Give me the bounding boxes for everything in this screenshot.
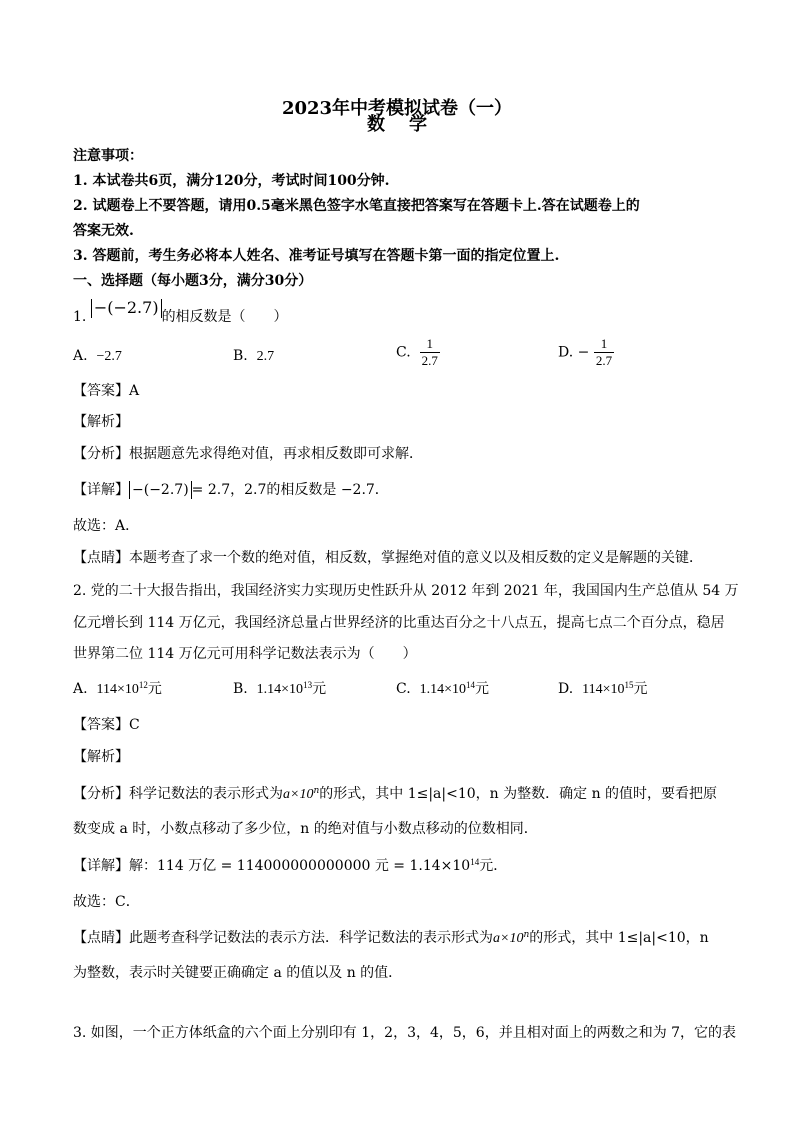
fraction-numerator: 1 xyxy=(426,336,433,351)
text: 的形式，其中 1≤|a|<10，n 为整数．确定 n 的值时，要看把原 xyxy=(319,786,718,802)
section-heading: 一、选择题（每小题3分，满分30分） xyxy=(73,273,313,289)
q1-option-a xyxy=(73,347,122,366)
q2-option-b xyxy=(233,680,326,699)
option-base: 1.14×10 xyxy=(419,682,466,697)
q2-dianjing-line-1 xyxy=(73,929,709,948)
option-base: 114×10 xyxy=(582,682,625,697)
text: 元． xyxy=(479,858,508,874)
option-label: A. xyxy=(73,348,88,364)
q2-stem-line-2: 亿元增长到 114 万亿元，我国经济总量占世界经济的比重达百分之十八点五，提高七点二个百分点，稳居 xyxy=(73,615,725,631)
q1-option-c xyxy=(396,336,440,369)
xiangjie-label: 【详解】 xyxy=(73,482,129,498)
option-exponent: 12 xyxy=(138,680,148,690)
text: 的形式，其中 1≤|a|<10，n xyxy=(529,930,709,946)
notice-item-2: 2. 试题卷上不要答题，请用0.5毫米黑色签字水笔直接把答案写在答题卡上.答在试题卷上的 xyxy=(73,198,640,214)
q3-stem-line-1: 3. 如图，一个正方体纸盒的六个面上分别印有 1，2，3，4，5，6，并且相对面上的两数之和为 7，它的表 xyxy=(73,1025,737,1041)
fraction xyxy=(594,336,614,369)
option-label: C. xyxy=(396,681,411,697)
option-label: B. xyxy=(233,681,248,697)
q1-option-b xyxy=(233,347,274,366)
option-exponent: 13 xyxy=(303,680,313,690)
q2-xiangjie xyxy=(73,857,507,875)
notice-item-1: 1. 本试卷共6页，满分120分，考试时间100分钟. xyxy=(73,173,390,189)
fraction xyxy=(420,336,440,369)
option-unit: 元 xyxy=(312,681,327,697)
q1-dianjing: 【点睛】本题考查了求一个数的绝对值，相反数，掌握绝对值的意义以及相反数的定义是解题的关键． xyxy=(73,550,703,566)
math-exponent: n xyxy=(523,930,530,940)
option-label: D. xyxy=(558,344,574,361)
notice-item-2-cont: 答案无效. xyxy=(73,223,134,239)
notice-heading: 注意事项： xyxy=(73,148,143,164)
question-number: 1. xyxy=(73,309,87,325)
q2-dianjing-line-2: 为整数，表示时关键要正确确定 a 的值以及 n 的值． xyxy=(73,965,403,981)
q2-stem-line-3: 世界第二位 114 万亿元可用科学记数法表示为（ ） xyxy=(73,646,417,662)
option-text: −2.7 xyxy=(96,349,122,364)
q1-fenxi: 【分析】根据题意先求得绝对值，再求相反数即可求解． xyxy=(73,446,423,462)
text: 【分析】科学记数法的表示形式为 xyxy=(73,786,283,802)
xiangjie-rest: = 2.7，2.7的相反数是 −2.7． xyxy=(191,482,389,498)
question-1-suffix: 的相反数是（ ） xyxy=(161,309,288,325)
q2-fenxi-line-1 xyxy=(73,785,717,804)
question-1-stem xyxy=(73,298,288,326)
fraction-denominator: 2.7 xyxy=(421,353,438,368)
math-exponent: 14 xyxy=(470,857,480,867)
subject-title: 数学 xyxy=(367,114,451,135)
q1-guxuan: 故选：A． xyxy=(73,518,140,534)
math-expression: a×10 xyxy=(493,931,524,946)
option-unit: 元 xyxy=(633,681,648,697)
q2-stem-line-1: 2. 党的二十大报告指出，我国经济实力实现历史性跃升从 2012 年到 2021 年，我国国内生产总值从 54 万 xyxy=(73,583,739,599)
q1-option-d xyxy=(558,336,614,369)
q2-option-d xyxy=(558,680,647,699)
abs-expression-inner: −(−2.7) xyxy=(132,482,189,498)
q1-xiangjie xyxy=(73,481,389,499)
notice-item-3: 3. 答题前，考生务必将本人姓名、准考证号填写在答题卡第一面的指定位置上. xyxy=(73,248,560,264)
math-exponent: n xyxy=(313,786,320,796)
q2-option-a xyxy=(73,680,162,699)
q2-option-c xyxy=(396,680,489,699)
option-text: 2.7 xyxy=(256,349,275,364)
q2-fenxi-line-2: 数变成 a 时，小数点移动了多少位，n 的绝对值与小数点移动的位数相同． xyxy=(73,821,538,837)
option-base: 114×10 xyxy=(96,682,139,697)
q1-answer: 【答案】A xyxy=(73,383,140,399)
q2-guxuan: 故选：C． xyxy=(73,894,140,910)
fraction-denominator: 2.7 xyxy=(595,353,613,368)
option-exponent: 14 xyxy=(465,680,475,690)
text: 【详解】解：114 万亿 = 114000000000000 元 = 1.14×10 xyxy=(73,858,471,874)
text: 【点睛】此题考查科学记数法的表示方法．科学记数法的表示形式为 xyxy=(73,930,493,946)
q2-analysis-label: 【解析】 xyxy=(73,749,129,765)
q1-analysis-label: 【解析】 xyxy=(73,414,129,430)
minus-sign: − xyxy=(577,344,590,361)
abs-expression-inner: −(−2.7) xyxy=(93,298,159,317)
math-expression: a×10 xyxy=(283,787,314,802)
option-base: 1.14×10 xyxy=(256,682,304,697)
exam-title: 2023年中考模拟试卷（一） xyxy=(281,98,513,119)
option-label: C. xyxy=(396,344,411,361)
option-label: B. xyxy=(233,348,248,364)
option-exponent: 15 xyxy=(624,680,634,690)
abs-expression xyxy=(91,299,162,318)
option-unit: 元 xyxy=(474,681,489,697)
option-unit: 元 xyxy=(147,681,162,697)
q2-answer: 【答案】C xyxy=(73,717,140,733)
option-label: D. xyxy=(558,681,574,697)
abs-expression xyxy=(129,481,192,499)
fraction-numerator: 1 xyxy=(600,336,608,351)
option-label: A. xyxy=(73,681,88,697)
